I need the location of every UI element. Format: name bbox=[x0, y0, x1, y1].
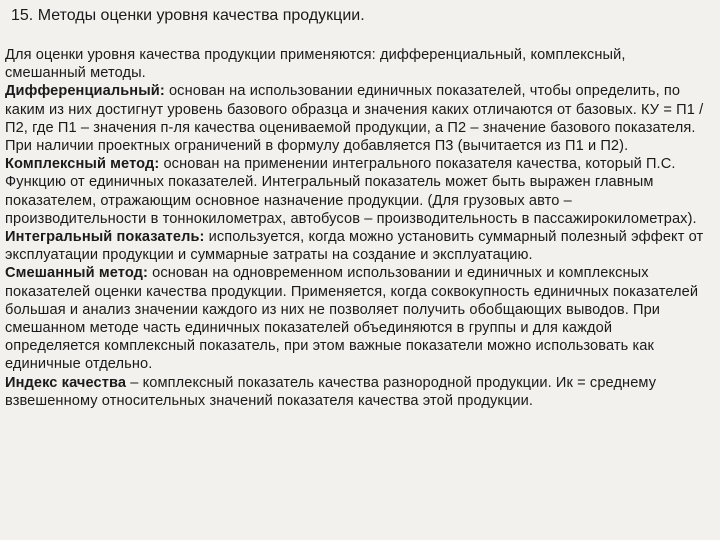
text-quality-index: – комплексный показатель качества разнородной продукции. Ик = среднему взвешенному относительных значений показателя качества этой продукции. bbox=[5, 374, 657, 409]
section-mixed bbox=[5, 264, 710, 373]
term-complex: Комплексный метод: bbox=[5, 156, 160, 173]
section-quality-index bbox=[5, 374, 710, 410]
term-quality-index: Индекс качества bbox=[5, 374, 127, 391]
term-integral: Интегральный показатель: bbox=[5, 229, 205, 246]
term-mixed: Смешанный метод: bbox=[5, 265, 148, 282]
slide-title: 15. Методы оценки уровня качества продукции. bbox=[11, 7, 365, 24]
text-integral: используется, когда можно установить суммарный полезный эффект от эксплуатации продукции и суммарные затраты на создание и эксплуатацию. bbox=[5, 229, 704, 264]
section-integral bbox=[5, 228, 710, 264]
intro-paragraph: Для оценки уровня качества продукции применяются: дифференциальный, комплексный, смешанный методы. bbox=[5, 47, 626, 82]
text-mixed: основан на одновременном использовании и единичных и комплексных показателей оценки качества продукции. Применяется, когда соквокупность единичных показателей большая и анализ значении каждого из них не позволяет получить обобщающих выводов. При смешанном методе часть единичных показателей объединяются в группы и для каждой определяется комплексный показатель, при этом важные показатели можно использовать как единичные отдельно. bbox=[5, 265, 699, 373]
section-complex bbox=[5, 155, 710, 228]
slide-body bbox=[5, 46, 710, 410]
section-differential bbox=[5, 82, 710, 155]
text-differential: основан на использовании единичных показателей, чтобы определить, по каким из них достигнут уровень базового образца и значения каких отличаются от базовых. КУ = П1 / П2, где П1 – значения п-ля качества оцениваемой продукции, а П2 – значение базового показателя. При наличии проектных ограничений в формулу добавляется П3 (вычитается из П1 и П2). bbox=[5, 83, 704, 155]
text-complex: основан на применении интегрального показателя качества, который П.С. Функцию от единичных показателей. Интегральный показатель может быть выражен главным показателем, отражающим основное назначение продукции. (Для грузовых авто – производительности в тоннокилометрах, автобусов – производительность в пассажирокилометрах). bbox=[5, 156, 697, 227]
term-differential: Дифференциальный: bbox=[5, 83, 165, 100]
